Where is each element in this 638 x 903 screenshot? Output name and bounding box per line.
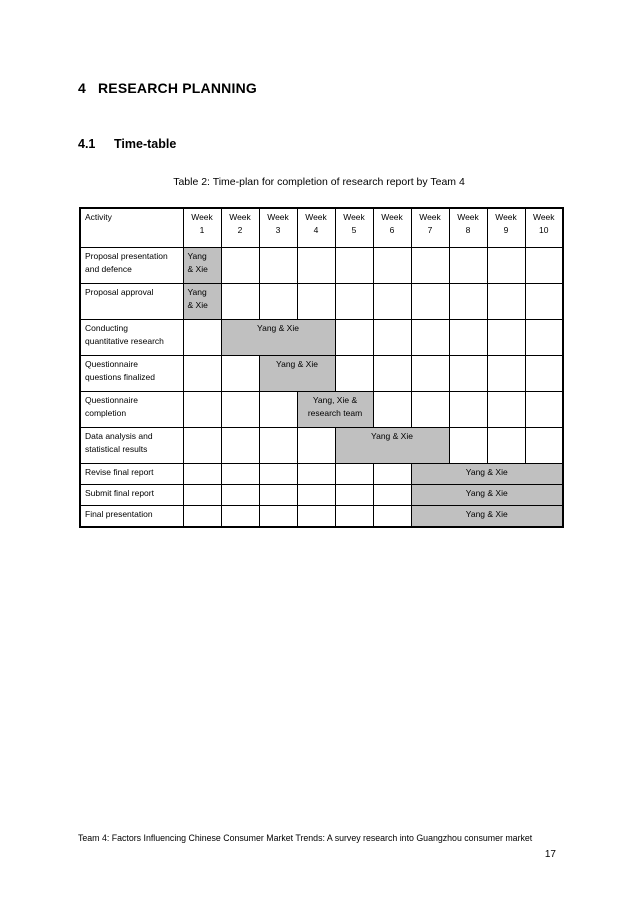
header-row <box>80 208 563 248</box>
empty-week-cell <box>449 284 487 320</box>
week-number: 6 <box>389 225 395 236</box>
empty-week-cell <box>221 356 259 392</box>
activity-cell <box>80 248 183 284</box>
empty-week-cell <box>259 392 297 428</box>
timetable <box>79 207 564 528</box>
activity-text: Final presentation <box>85 509 153 519</box>
empty-week-cell <box>373 356 411 392</box>
activity-cell <box>80 428 183 464</box>
empty-week-cell <box>183 356 221 392</box>
week-number: 2 <box>237 225 243 236</box>
empty-week-cell <box>335 320 373 356</box>
assignment-bar <box>183 284 221 320</box>
empty-week-cell <box>373 392 411 428</box>
week-number: 3 <box>275 225 281 236</box>
empty-week-cell <box>411 356 449 392</box>
assignment-bar <box>297 392 373 428</box>
activity-text: Proposal approval <box>85 287 154 297</box>
empty-week-cell <box>183 428 221 464</box>
empty-week-cell <box>411 248 449 284</box>
activity-text: Submit final report <box>85 488 154 498</box>
week-number: 9 <box>503 225 509 236</box>
activity-text: Proposal presentation <box>85 251 168 261</box>
assignee-text: Yang <box>187 287 207 297</box>
timetable-body <box>80 208 563 527</box>
week-label: Week <box>532 212 555 222</box>
week-header-6 <box>373 208 411 248</box>
empty-week-cell <box>373 284 411 320</box>
empty-week-cell <box>449 392 487 428</box>
week-header-8 <box>449 208 487 248</box>
activity-text: and defence <box>85 264 132 275</box>
assignee-text: Yang <box>187 251 207 261</box>
empty-week-cell <box>525 356 563 392</box>
empty-week-cell <box>449 248 487 284</box>
empty-week-cell <box>259 464 297 485</box>
assignment-bar <box>259 356 335 392</box>
empty-week-cell <box>525 320 563 356</box>
activity-text: quantitative research <box>85 336 164 347</box>
empty-week-cell <box>297 506 335 528</box>
activity-header: Activity <box>80 208 183 248</box>
empty-week-cell <box>373 506 411 528</box>
activity-text: Questionnaire <box>85 395 138 405</box>
empty-week-cell <box>487 284 525 320</box>
empty-week-cell <box>297 485 335 506</box>
empty-week-cell <box>221 506 259 528</box>
empty-week-cell <box>335 356 373 392</box>
assignee-text: research team <box>307 408 363 419</box>
section-number: 4 <box>78 80 86 96</box>
empty-week-cell <box>259 485 297 506</box>
assignee-text: Yang, Xie & <box>312 395 358 405</box>
week-header-1 <box>183 208 221 248</box>
empty-week-cell <box>335 284 373 320</box>
empty-week-cell <box>487 356 525 392</box>
week-number: 8 <box>465 225 471 236</box>
empty-week-cell <box>335 485 373 506</box>
table-row <box>80 464 563 485</box>
empty-week-cell <box>525 284 563 320</box>
assignee-text: Yang & Xie <box>257 323 299 333</box>
section-title: RESEARCH PLANNING <box>98 80 257 96</box>
table-row <box>80 506 563 528</box>
empty-week-cell <box>411 392 449 428</box>
empty-week-cell <box>449 428 487 464</box>
week-header-2 <box>221 208 259 248</box>
empty-week-cell <box>259 506 297 528</box>
week-label: Week <box>419 212 441 222</box>
assignee-text: Yang & Xie <box>465 467 508 477</box>
week-label: Week <box>229 212 251 222</box>
table-row <box>80 284 563 320</box>
empty-week-cell <box>373 320 411 356</box>
empty-week-cell <box>183 320 221 356</box>
table-row <box>80 428 563 464</box>
empty-week-cell <box>373 485 411 506</box>
week-label: Week <box>305 212 327 222</box>
empty-week-cell <box>449 356 487 392</box>
empty-week-cell <box>297 248 335 284</box>
assignment-bar <box>411 506 563 528</box>
empty-week-cell <box>259 428 297 464</box>
empty-week-cell <box>183 392 221 428</box>
assignee-text: Yang & Xie <box>465 488 508 498</box>
assignment-bar <box>183 248 221 284</box>
table-row <box>80 392 563 428</box>
week-number: 7 <box>427 225 433 236</box>
empty-week-cell <box>221 248 259 284</box>
empty-week-cell <box>297 284 335 320</box>
empty-week-cell <box>221 284 259 320</box>
empty-week-cell <box>259 248 297 284</box>
table-row <box>80 485 563 506</box>
week-header-10 <box>525 208 563 248</box>
activity-cell <box>80 485 183 506</box>
week-label: Week <box>267 212 289 222</box>
activity-text: Data analysis and <box>85 431 153 441</box>
activity-cell <box>80 284 183 320</box>
empty-week-cell <box>525 392 563 428</box>
assignee-text: Yang & Xie <box>276 359 318 369</box>
empty-week-cell <box>183 506 221 528</box>
empty-week-cell <box>259 284 297 320</box>
empty-week-cell <box>221 464 259 485</box>
activity-text: Revise final report <box>85 467 154 477</box>
empty-week-cell <box>183 485 221 506</box>
assignee-text: & Xie <box>187 300 208 311</box>
assignee-text: & Xie <box>187 264 208 275</box>
activity-cell <box>80 392 183 428</box>
empty-week-cell <box>373 464 411 485</box>
empty-week-cell <box>335 506 373 528</box>
empty-week-cell <box>297 464 335 485</box>
empty-week-cell <box>335 464 373 485</box>
page-footer: Team 4: Factors Influencing Chinese Consumer Market Trends: A survey research into Guangzhou consumer market <box>78 833 533 843</box>
empty-week-cell <box>183 464 221 485</box>
activity-text: completion <box>85 408 127 419</box>
week-header-5 <box>335 208 373 248</box>
week-number: 10 <box>539 225 549 236</box>
activity-cell <box>80 506 183 528</box>
week-header-9 <box>487 208 525 248</box>
week-label: Week <box>495 212 517 222</box>
week-label: Week <box>191 212 213 222</box>
assignment-bar <box>411 485 563 506</box>
week-label: Week <box>381 212 403 222</box>
assignee-text: Yang & Xie <box>465 509 508 519</box>
empty-week-cell <box>297 428 335 464</box>
section-heading <box>78 80 257 96</box>
table-caption: Table 2: Time-plan for completion of research report by Team 4 <box>173 176 465 188</box>
activity-text: questions finalized <box>85 372 155 383</box>
assignment-bar <box>221 320 335 356</box>
table-row <box>80 356 563 392</box>
subsection-title: Time-table <box>114 137 177 151</box>
assignment-bar <box>335 428 449 464</box>
week-header-3 <box>259 208 297 248</box>
week-number: 1 <box>199 225 205 236</box>
activity-text: Conducting <box>85 323 129 333</box>
page-number: 17 <box>544 849 556 860</box>
empty-week-cell <box>221 392 259 428</box>
empty-week-cell <box>487 392 525 428</box>
table-row <box>80 248 563 284</box>
week-number: 4 <box>313 225 319 236</box>
week-header-4 <box>297 208 335 248</box>
activity-cell <box>80 320 183 356</box>
empty-week-cell <box>411 284 449 320</box>
empty-week-cell <box>411 320 449 356</box>
week-label: Week <box>457 212 479 222</box>
week-header-7 <box>411 208 449 248</box>
assignment-bar <box>411 464 563 485</box>
subsection-number: 4.1 <box>78 137 96 151</box>
subsection-heading <box>78 137 176 151</box>
assignee-text: Yang & Xie <box>371 431 413 441</box>
week-label: Week <box>343 212 365 222</box>
table-row <box>80 320 563 356</box>
activity-text: statistical results <box>85 444 148 455</box>
empty-week-cell <box>221 428 259 464</box>
empty-week-cell <box>487 320 525 356</box>
empty-week-cell <box>335 248 373 284</box>
empty-week-cell <box>525 428 563 464</box>
activity-cell <box>80 464 183 485</box>
week-number: 5 <box>351 225 357 236</box>
activity-cell <box>80 356 183 392</box>
empty-week-cell <box>373 248 411 284</box>
empty-week-cell <box>221 485 259 506</box>
empty-week-cell <box>487 248 525 284</box>
empty-week-cell <box>525 248 563 284</box>
empty-week-cell <box>449 320 487 356</box>
empty-week-cell <box>487 428 525 464</box>
activity-text: Questionnaire <box>85 359 138 369</box>
